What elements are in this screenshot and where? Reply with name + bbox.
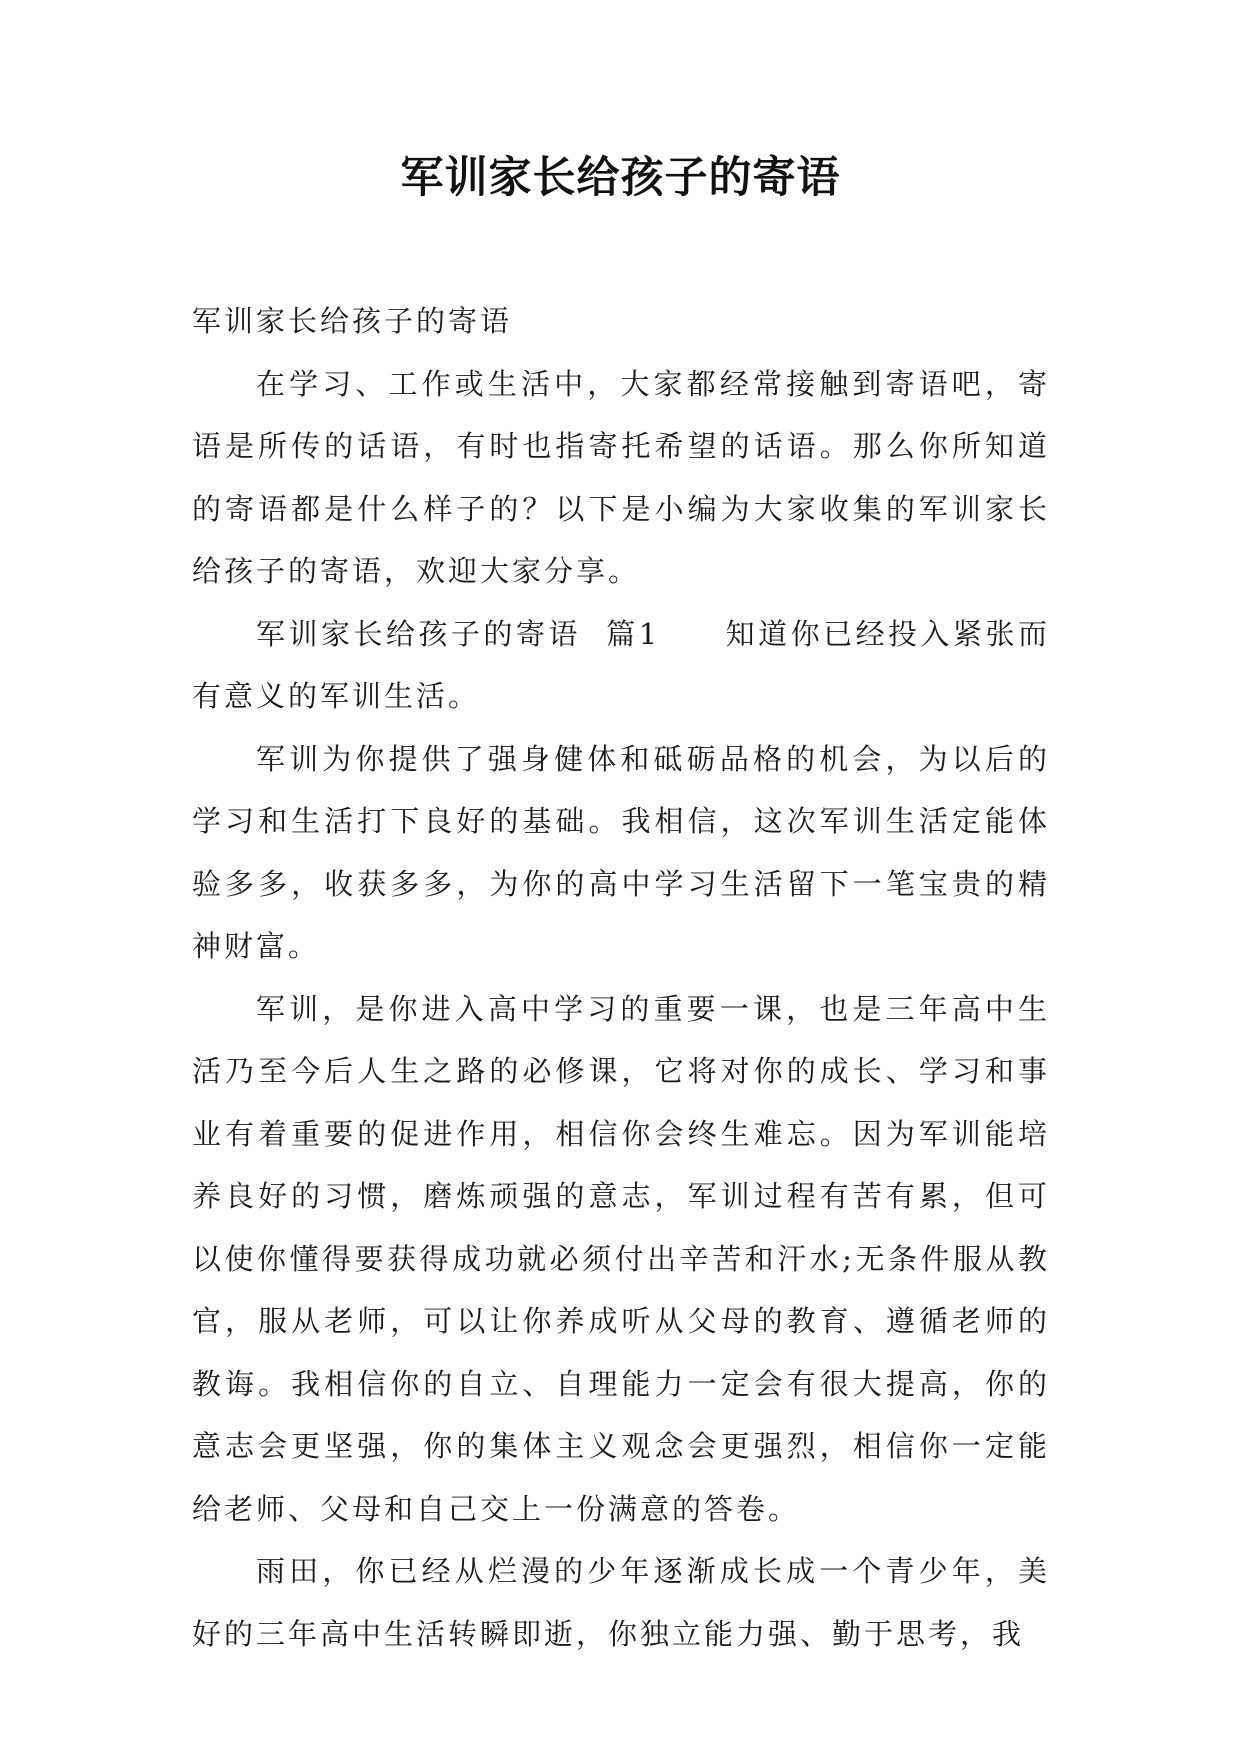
body-paragraph: 军训为你提供了强身健体和砥砺品格的机会，为以后的学习和生活打下良好的基础。我相信，这次军训生活定能体验多多，收获多多，为你的高中学习生活留下一笔宝贵的精神财富。 — [192, 741, 1050, 963]
section-heading-paragraph: 军训家长给孩子的寄语 篇1 知道你已经投入紧张而有意义的军训生活。 — [192, 616, 1050, 713]
document-body — [192, 290, 1050, 1665]
subtitle-paragraph: 军训家长给孩子的寄语 — [192, 304, 513, 338]
document-title: 军训家长给孩子的寄语 — [400, 153, 841, 203]
body-paragraph: 雨田，你已经从烂漫的少年逐渐成长成一个青少年，美好的三年高中生活转瞬即逝，你独立能力强、勤于思考，我 — [192, 1554, 1050, 1651]
body-paragraph: 军训，是你进入高中学习的重要一课，也是三年高中生活乃至今后人生之路的必修课，它将对你的成长、学习和事业有着重要的促进作用，相信你会终生难忘。因为军训能培养良好的习惯，磨炼顽强的意志，军训过程有苦有累，但可以使你懂得要获得成功就必须付出辛苦和汗水;无条件服从教官，服从老师，可以让你养成听从父母的教育、遵循老师的教诲。我相信你的自立、自理能力一定会有很大提高，你的意志会更坚强，你的集体主义观念会更强烈，相信你一定能给老师、父母和自己交上一份满意的答卷。 — [192, 991, 1050, 1526]
intro-paragraph: 在学习、工作或生活中，大家都经常接触到寄语吧，寄语是所传的话语，有时也指寄托希望的话语。那么你所知道的寄语都是什么样子的？以下是小编为大家收集的军训家长给孩子的寄语，欢迎大家分享。 — [192, 366, 1050, 588]
